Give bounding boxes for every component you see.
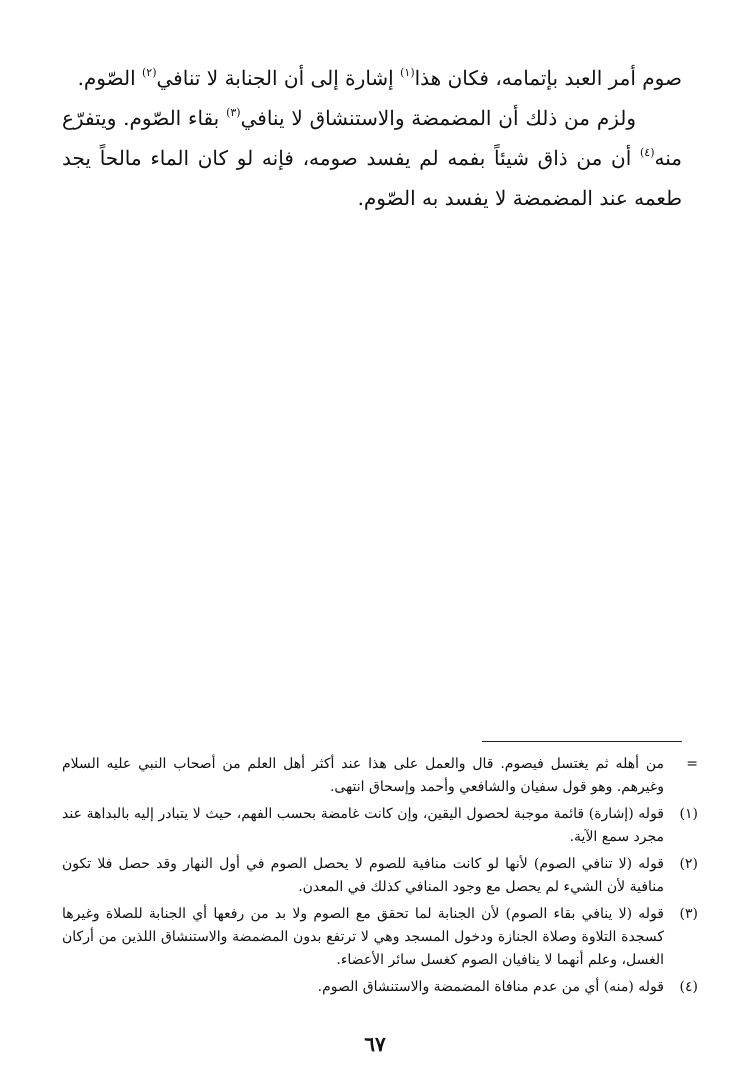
footnote-ref-3: (٣): [226, 106, 241, 119]
footnote-text: من أهله ثم يغتسل فيصوم. قال والعمل على هذا عند أكثر أهل العلم من أصحاب النبي عليه السلام وغيرهم. وهو قول سفيان والشافعي وأحمد وإسحاق انتهى.: [62, 756, 664, 795]
footnote-marker: (١): [679, 806, 698, 822]
paragraph-2-part-3: أن من ذاق شيئاً بفمه لم يفسد صومه، فإنه لو كان الماء مالحاً يجد طعمه عند المضمضة لا يفسد به الصّوم.: [62, 146, 682, 210]
footnote-continuation: [62, 753, 698, 799]
footnote-3: [62, 903, 698, 972]
footnote-marker: (٣): [679, 906, 698, 922]
footnote-separator: [482, 741, 682, 742]
footnote-marker: (٢): [679, 856, 698, 872]
footnote-marker: (٤): [679, 979, 698, 995]
paragraph-2-part-2: بقاء الصّوم. ويتفرّع منه: [62, 106, 682, 170]
footnote-2: [62, 853, 698, 899]
footnote-1: [62, 803, 698, 849]
paragraph-1: [62, 58, 682, 98]
footnote-ref-2: (٢): [142, 66, 157, 79]
footnote-marker: =: [686, 756, 698, 772]
footnote-ref-1: (١): [400, 66, 415, 79]
footnote-text: قوله (لا تنافي الصوم) لأنها لو كانت منافية للصوم لا يحصل الصوم في أول النهار وقد حصل فلا تكون منافية لأن الشيء لم يحصل مع وجود المنافي كذلك في المعدن.: [62, 856, 664, 895]
paragraph-2: [62, 98, 682, 218]
footnote-text: قوله (منه) أي من عدم منافاة المضمضة والاستنشاق الصوم.: [317, 979, 664, 995]
footnote-4: [62, 976, 698, 999]
page-number: ٦٧: [364, 1032, 386, 1056]
paragraph-1-part-2: إشارة إلى أن الجنابة لا تنافي: [156, 66, 401, 90]
paragraph-1-part-1: صوم أمر العبد بإتمامه، فكان هذا: [414, 66, 682, 90]
footnote-ref-4: (٤): [640, 146, 655, 159]
footnote-text: قوله (إشارة) قائمة موجبة لحصول اليقين، وإن كانت غامضة بحسب الفهم، حيث لا يتبادر إليه بالبداهة عند مجرد سمع الآية.: [62, 806, 664, 845]
paragraph-2-part-1: ولزم من ذلك أن المضمضة والاستنشاق لا ينافي: [240, 106, 636, 130]
footnotes: [62, 753, 698, 1003]
paragraph-1-part-3: الصّوم.: [77, 66, 142, 90]
footnote-text: قوله (لا ينافي بقاء الصوم) لأن الجنابة لما تحقق مع الصوم ولا بد من رفعها أي الجنابة للصلاة وغيرها كسجدة التلاوة وصلاة الجنازة ودخول المسجد وهي لا ترتفع بدون المضمضة والاستنشاق اللذين من أركان الغسل، وعلم أنهما لا ينافيان الصوم كغسل سائر الأعضاء.: [62, 906, 664, 968]
main-text: [62, 58, 682, 218]
